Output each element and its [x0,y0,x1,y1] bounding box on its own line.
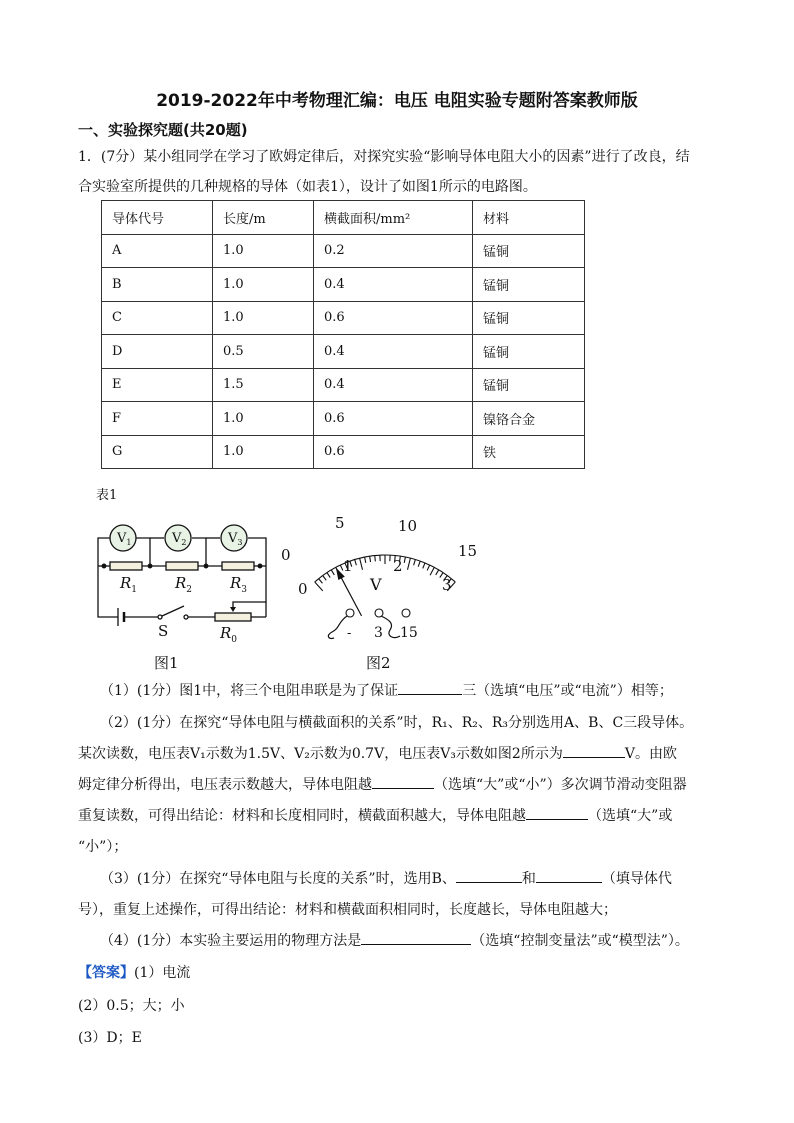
answer-tag: 【答案】 [78,965,134,981]
table-caption: 表1 [96,488,118,503]
table-cell: 0.4 [314,268,473,302]
answer-line-1: 【答案】(1）电流 [78,965,191,981]
dial-tick [319,579,323,584]
terminal-negative: - [347,626,352,641]
dial-tick [327,573,330,578]
dial-tick [404,557,405,563]
dial-tick [315,582,323,591]
table-cell: 0.4 [314,368,473,402]
dial-tick [436,570,439,575]
answer-line-2: (2）0.5；大；小 [78,998,185,1014]
table-row [102,435,585,469]
switch-contact [158,615,162,619]
table-cell: 0.4 [314,335,473,369]
answer-blank[interactable] [372,772,434,789]
table-cell: 1.0 [213,234,314,268]
bottom-scale-0: 0 [298,580,308,598]
voltmeter-v2-label: $V_2$ [172,531,187,547]
voltmeter-v1-label: $V_1$ [117,531,132,547]
dial-tick [427,565,430,570]
resistor-r2 [166,562,198,570]
circuit-and-meter-figure [90,510,490,650]
dial-tick [323,575,327,580]
answer-blank[interactable] [563,741,625,758]
table-cell: 锰铜 [473,268,585,302]
table-row [102,301,585,335]
table-cell: D [102,335,213,369]
sub-question-4: （4）(1分）本实验主要运用的物理方法是 （选填“控制变量法”或“模型法”）。 [78,926,750,957]
table-cell: 锰铜 [473,301,585,335]
terminal-3: 3 [374,625,383,641]
intro-line-2: 合实验室所提供的几种规格的导体（如表1），设计了如图1所示的电路图。 [78,179,537,195]
answer-blank[interactable] [536,866,602,883]
dial-tick [365,557,366,563]
meter-unit: V [370,575,382,594]
resistor-r3-label: $R_3$ [230,574,248,595]
bottom-scale-1: 1 [343,557,353,575]
rheostat-r0-label: $R_0$ [220,624,238,645]
table-cell: 0.5 [213,335,314,369]
answer-blank[interactable] [526,803,588,820]
table-cell: 镍铬合金 [473,402,585,436]
table-cell: 0.6 [314,402,473,436]
table-cell: C [102,301,213,335]
table-cell: 1.0 [213,435,314,469]
table-row [102,368,585,402]
table-cell: 1.0 [213,301,314,335]
intro-line-1: 1．(7分）某小组同学在学习了欧姆定律后，对探究实验“影响导体电阻大小的因素”进行了改良，结 [78,149,690,165]
table-cell: A [102,234,213,268]
figure-1-label: 图1 [154,654,179,672]
bottom-scale-2: 2 [393,557,403,575]
top-scale-0: 0 [281,546,291,564]
answer-line-3: (3）D；E [78,1030,142,1046]
table-header-cell: 材料 [473,201,585,235]
figure-2-label: 图2 [366,654,391,672]
answer-blank[interactable] [361,928,471,945]
table-cell: E [102,368,213,402]
table-cell: G [102,435,213,469]
switch-blade [162,606,184,616]
answer-blank[interactable] [456,866,522,883]
table-row [102,335,585,369]
voltmeter-v3-label: $V_3$ [228,531,243,547]
table-cell: 锰铜 [473,234,585,268]
resistor-r3 [222,562,254,570]
dial-tick [370,556,371,562]
table-cell: 锰铜 [473,335,585,369]
table-row [102,234,585,268]
table-header-cell: 横截面积/mm² [314,201,473,235]
switch-label: S [158,622,169,640]
table-cell: B [102,268,213,302]
dial-tick [423,563,425,569]
page-title: 2019-2022年中考物理汇编：电压 电阻实验专题附答案教师版 [156,91,638,111]
sub-question-3: （3）(1分）在探究“导体电阻与长度的关系”时，选用B、 和 （填导体代 号），重复上述操作，可得出结论：材料和横截面积相同时，长度越长，导体电阻越大； [78,864,728,926]
conductor-table [101,200,585,469]
answer-blank[interactable] [398,678,462,695]
sub-question-2: （2）(1分）在探究“导体电阻与横截面积的关系”时，R₁、R₂、R₃分别选用A、B、C三段导体。 某次读数，电压表V₁示数为1.5V、V₂示数为0.7V，电压表V₃示数如图2所示为 V。由欧 姆定律分析得出，电压表示数越大，导体电阻越 （选填“大”或“小”）多次调节滑动变阻器 重复读数，可得出结论：材料和长度相同时，横截面积越大，导体电阻越 （选填“大”或 “小”）； [78,715,694,855]
table-cell: 铁 [473,435,585,469]
table-cell: 0.6 [314,435,473,469]
table-cell: 1.0 [213,268,314,302]
table-header-cell: 导体代号 [102,201,213,235]
section-heading: 一、实验探究题(共20题) [78,121,248,139]
rheostat-r0 [215,613,251,621]
dial-tick [360,558,363,570]
table-header-row [102,201,585,235]
table-cell: 0.6 [314,301,473,335]
question-1-intro [78,142,728,202]
dial-tick [430,567,434,575]
table-cell: 1.5 [213,368,314,402]
dial-tick [418,561,420,567]
resistor-r1 [110,562,142,570]
dial-tick [375,556,376,562]
table-cell: 0.2 [314,234,473,268]
sub-question-1: （1）(1分）图1中，将三个电阻串联是为了保证 三（选填“电压”或“电流”）相等； [78,676,750,707]
dial-tick [355,559,357,565]
voltmeter-dial [281,514,477,641]
terminal-15: 15 [400,625,418,641]
table-row [102,268,585,302]
table-row [102,402,585,436]
top-scale-15: 15 [458,542,478,560]
dial-tick [414,559,416,565]
resistor-r2-label: $R_2$ [175,574,193,595]
dial-tick [331,570,334,575]
top-scale-10: 10 [398,517,418,535]
resistor-r1-label: $R_1$ [120,574,138,595]
table-cell: F [102,402,213,436]
table-cell: 1.0 [213,402,314,436]
top-scale-5: 5 [335,514,345,532]
dial-tick [407,558,410,570]
table-header-cell: 长度/m [213,201,314,235]
bottom-scale-3: 3 [442,576,452,594]
table-cell: 锰铜 [473,368,585,402]
